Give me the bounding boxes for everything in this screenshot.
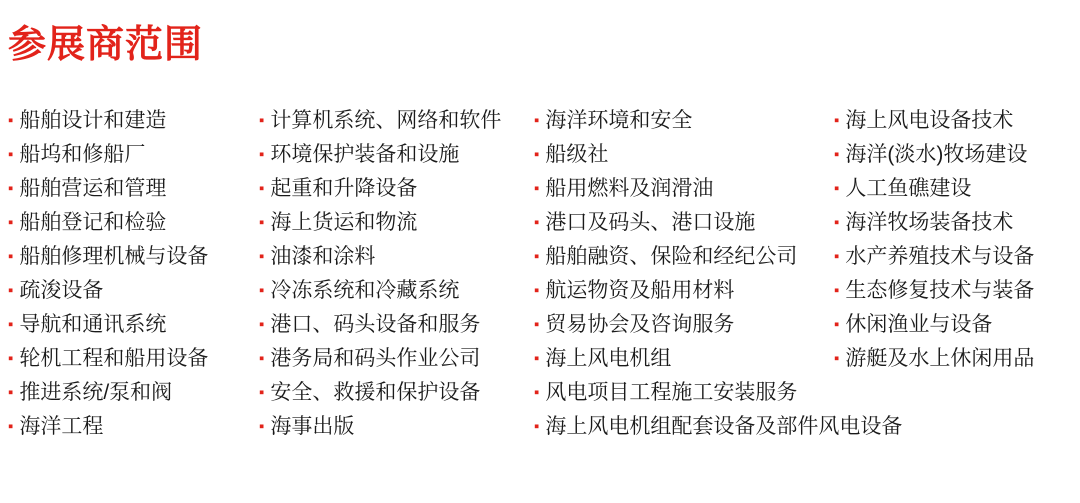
list-item-label: 水产养殖技术与设备 [845, 245, 1035, 268]
page-title: 参展商范围 [8, 24, 204, 66]
bullet-icon: ▪ [8, 418, 14, 435]
category-column-3 [530, 104, 903, 444]
list-item-label: 船用燃料及润滑油 [545, 177, 714, 200]
list-item [8, 342, 255, 376]
list-item [8, 172, 255, 206]
list-item [259, 240, 530, 274]
bullet-icon: ▪ [534, 316, 540, 333]
list-item-label: 船坞和修船厂 [19, 143, 146, 166]
bullet-icon: ▪ [8, 112, 14, 129]
list-item-label: 生态修复技术与装备 [845, 279, 1035, 302]
list-item-label: 船级社 [545, 143, 609, 166]
list-item [8, 104, 255, 138]
list-item-label: 轮机工程和船用设备 [19, 347, 209, 370]
list-item-label: 疏浚设备 [19, 279, 104, 302]
list-item-label: 船舶融资、保险和经纪公司 [545, 245, 798, 268]
list-item [534, 206, 830, 240]
bullet-icon: ▪ [259, 418, 265, 435]
bullet-icon: ▪ [534, 180, 540, 197]
list-item [8, 206, 255, 240]
list-item [834, 274, 1080, 308]
list-item [8, 308, 255, 342]
list-item [259, 308, 530, 342]
list-item [259, 138, 530, 172]
bullet-icon: ▪ [259, 180, 265, 197]
exhibitor-categories-columns [0, 104, 1080, 444]
list-item [534, 274, 830, 308]
list-item [834, 104, 1080, 138]
list-item-label: 海上风电机组配套设备及部件风电设备 [545, 415, 903, 438]
bullet-icon: ▪ [259, 248, 265, 265]
list-item-label: 海上风电机组 [545, 347, 672, 370]
list-item-label: 海洋(淡水)牧场建设 [845, 143, 1028, 166]
list-item-label: 船舶设计和建造 [19, 109, 167, 132]
list-item [259, 342, 530, 376]
list-item-label: 船舶营运和管理 [19, 177, 167, 200]
list-item [534, 104, 830, 138]
list-item [534, 138, 830, 172]
list-item-label: 游艇及水上休闲用品 [845, 347, 1035, 370]
bullet-icon: ▪ [259, 316, 265, 333]
list-item-label: 冷冻系统和冷藏系统 [270, 279, 460, 302]
list-item [834, 138, 1080, 172]
category-column-4 [830, 104, 1080, 376]
list-item-label: 风电项目工程施工安装服务 [545, 381, 798, 404]
list-item-label: 推进系统/泵和阀 [19, 381, 173, 404]
bullet-icon: ▪ [834, 282, 840, 299]
list-item [8, 138, 255, 172]
list-item-label: 海上风电设备技术 [845, 109, 1014, 132]
bullet-icon: ▪ [534, 350, 540, 367]
list-item-label: 海事出版 [270, 415, 355, 438]
list-item-label: 港口及码头、港口设施 [545, 211, 756, 234]
bullet-icon: ▪ [534, 146, 540, 163]
list-item [259, 376, 530, 410]
list-item [8, 240, 255, 274]
list-item-label: 导航和通讯系统 [19, 313, 167, 336]
list-item [834, 172, 1080, 206]
list-item [834, 206, 1080, 240]
list-item-label: 起重和升降设备 [270, 177, 418, 200]
bullet-icon: ▪ [8, 282, 14, 299]
list-item-label: 油漆和涂料 [270, 245, 376, 268]
list-item [534, 172, 830, 206]
bullet-icon: ▪ [8, 214, 14, 231]
list-item-label: 船舶登记和检验 [19, 211, 167, 234]
bullet-icon: ▪ [259, 282, 265, 299]
bullet-icon: ▪ [8, 384, 14, 401]
bullet-icon: ▪ [259, 384, 265, 401]
list-item [534, 240, 830, 274]
list-item [834, 342, 1080, 376]
bullet-icon: ▪ [8, 316, 14, 333]
list-item-label: 海洋工程 [19, 415, 104, 438]
list-item [259, 104, 530, 138]
list-item [259, 172, 530, 206]
list-item-label: 安全、救援和保护设备 [270, 381, 481, 404]
bullet-icon: ▪ [259, 112, 265, 129]
bullet-icon: ▪ [534, 112, 540, 129]
list-item-label: 海洋环境和安全 [545, 109, 693, 132]
bullet-icon: ▪ [834, 180, 840, 197]
bullet-icon: ▪ [259, 350, 265, 367]
list-item [834, 308, 1080, 342]
list-item [8, 376, 255, 410]
list-item [534, 410, 903, 444]
bullet-icon: ▪ [8, 146, 14, 163]
bullet-icon: ▪ [834, 248, 840, 265]
list-item-label: 海上货运和物流 [270, 211, 418, 234]
list-item-label: 港务局和码头作业公司 [270, 347, 481, 370]
bullet-icon: ▪ [534, 384, 540, 401]
list-item [8, 274, 255, 308]
list-item [534, 308, 830, 342]
bullet-icon: ▪ [834, 112, 840, 129]
list-item-label: 航运物资及船用材料 [545, 279, 735, 302]
list-item [534, 342, 830, 376]
list-item [8, 410, 255, 444]
bullet-icon: ▪ [259, 214, 265, 231]
list-item-label: 人工鱼礁建设 [845, 177, 972, 200]
bullet-icon: ▪ [834, 146, 840, 163]
bullet-icon: ▪ [534, 282, 540, 299]
list-item-label: 港口、码头设备和服务 [270, 313, 481, 336]
bullet-icon: ▪ [834, 214, 840, 231]
bullet-icon: ▪ [834, 316, 840, 333]
bullet-icon: ▪ [8, 350, 14, 367]
list-item [259, 274, 530, 308]
bullet-icon: ▪ [534, 248, 540, 265]
list-item-label: 船舶修理机械与设备 [19, 245, 209, 268]
bullet-icon: ▪ [534, 418, 540, 435]
category-column-2 [255, 104, 530, 444]
bullet-icon: ▪ [834, 350, 840, 367]
list-item [259, 206, 530, 240]
list-item-label: 休闲渔业与设备 [845, 313, 993, 336]
list-item [534, 376, 830, 410]
bullet-icon: ▪ [259, 146, 265, 163]
bullet-icon: ▪ [8, 248, 14, 265]
list-item-label: 计算机系统、网络和软件 [270, 109, 502, 132]
list-item-label: 贸易协会及咨询服务 [545, 313, 735, 336]
list-item [259, 410, 530, 444]
bullet-icon: ▪ [534, 214, 540, 231]
list-item-label: 环境保护装备和设施 [270, 143, 460, 166]
list-item-label: 海洋牧场装备技术 [845, 211, 1014, 234]
bullet-icon: ▪ [8, 180, 14, 197]
list-item [834, 240, 1080, 274]
category-column-1 [0, 104, 255, 444]
